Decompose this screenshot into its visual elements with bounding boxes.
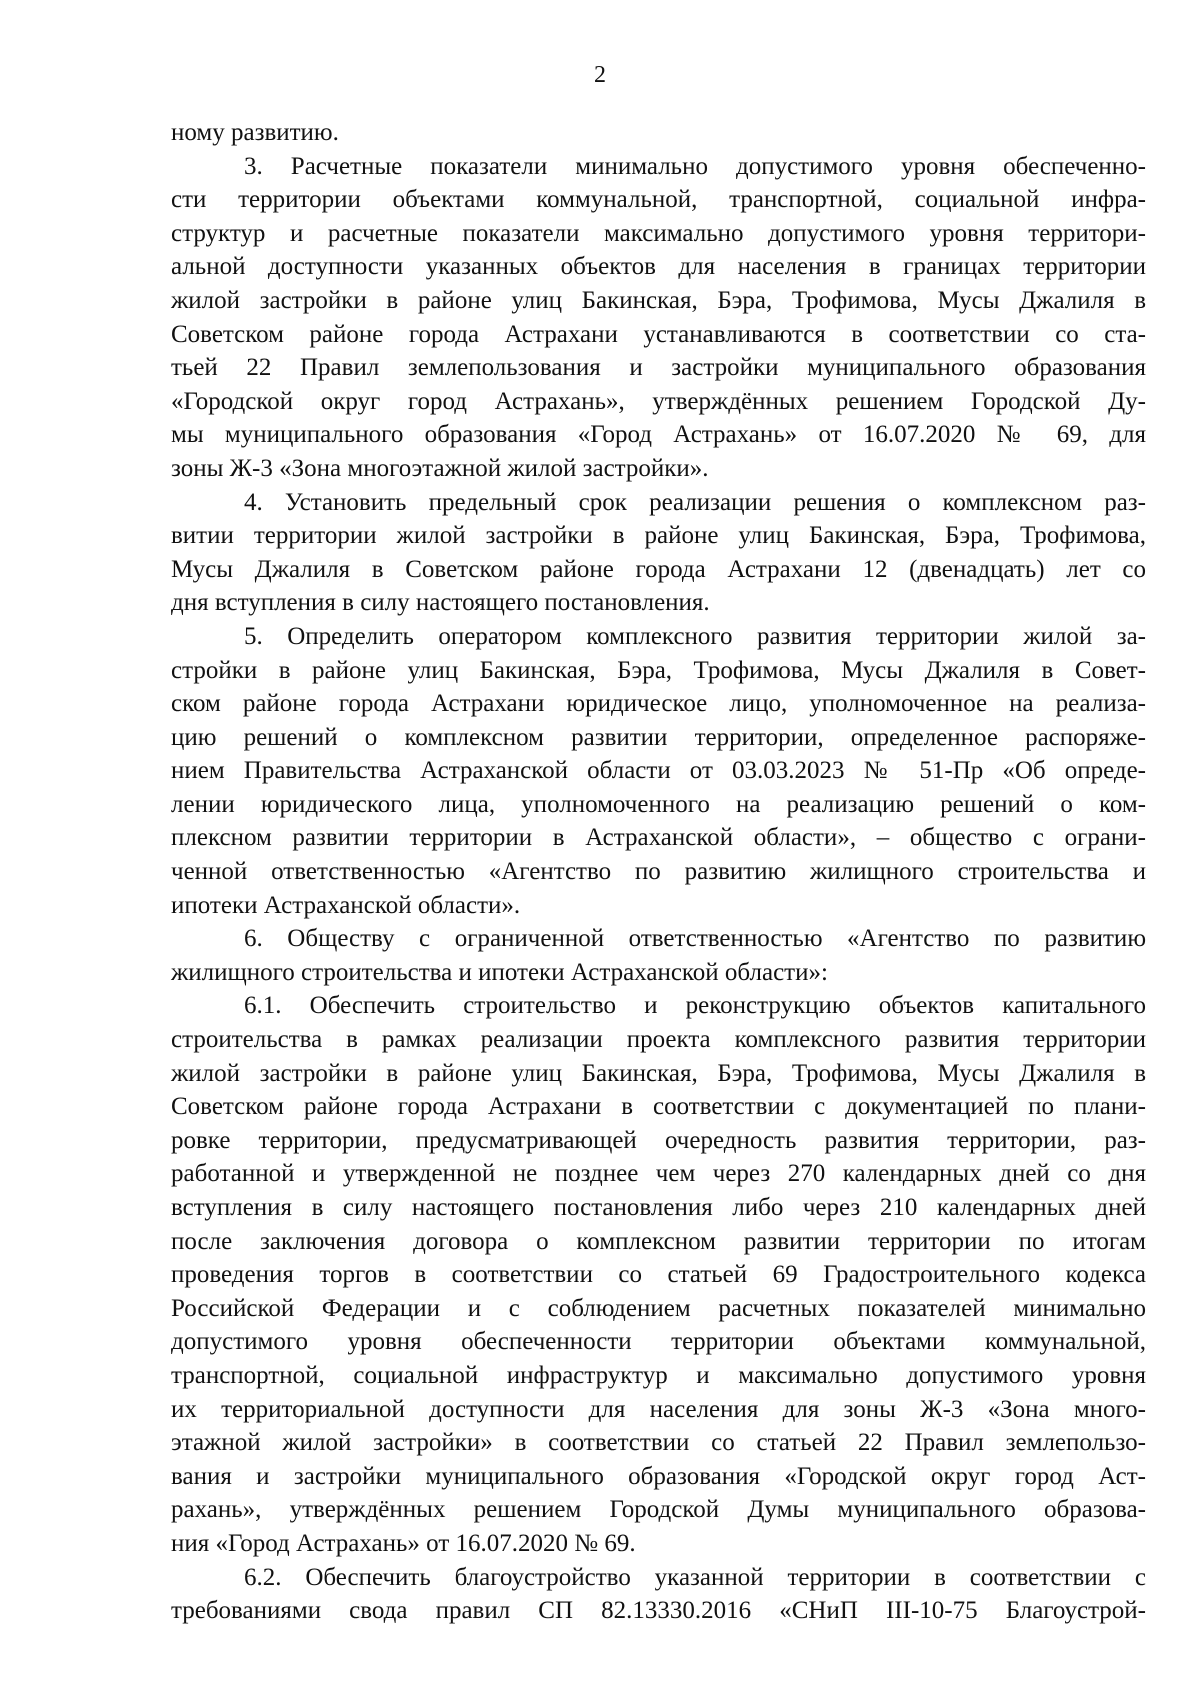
text-line: Российской Федерации и с соблюдением расчетных показателей минимально [171, 1294, 1146, 1322]
text-line: нием Правительства Астраханской области от 03.03.2023 № 51-Пр «Об опреде- [171, 757, 1146, 785]
text-line: 6. Обществу с ограниченной ответственностью «Агентство по развитию [244, 925, 1146, 953]
text-line: 6.2. Обеспечить благоустройство указанной территории в соответствии с [244, 1563, 1146, 1591]
text-line: витии территории жилой застройки в районе улиц Бакинская, Бэра, Трофимова, [171, 522, 1146, 550]
text-line: сти территории объектами коммунальной, транспортной, социальной инфра- [171, 186, 1146, 214]
text-line: 5. Определить оператором комплексного развития территории жилой за- [244, 622, 1146, 650]
text-line: 3. Расчетные показатели минимально допустимого уровня обеспеченно- [244, 152, 1146, 180]
text-line: требованиями свода правил СП 82.13330.2016 «СНиП III-10-75 Благоустрой- [171, 1597, 1146, 1625]
text-line: альной доступности указанных объектов для населения в границах территории [171, 253, 1146, 281]
text-line: вания и застройки муниципального образования «Городской округ город Аст- [171, 1462, 1146, 1490]
text-line: их территориальной доступности для населения для зоны Ж-3 «Зона много- [171, 1395, 1146, 1423]
text-line: работанной и утвержденной не позднее чем через 270 календарных дней со дня [171, 1160, 1146, 1188]
text-line: лении юридического лица, уполномоченного на реализацию решений о ком- [171, 790, 1146, 818]
text-line: проведения торгов в соответствии со статьей 69 Градостроительного кодекса [171, 1261, 1146, 1289]
text-line: транспортной, социальной инфраструктур и максимально допустимого уровня [171, 1361, 1146, 1389]
text-line: 4. Установить предельный срок реализации решения о комплексном раз- [244, 488, 1146, 516]
page-number: 2 [594, 62, 606, 88]
text-line: Советском районе города Астрахани в соответствии с документацией по плани- [171, 1093, 1146, 1121]
text-line: жилой застройки в районе улиц Бакинская, Бэра, Трофимова, Мусы Джалиля в [171, 1059, 1146, 1087]
text-line: Советском районе города Астрахани устанавливаются в соответствии со ста- [171, 320, 1146, 348]
text-line: допустимого уровня обеспеченности территории объектами коммунальной, [171, 1328, 1146, 1356]
text-line: зоны Ж-3 «Зона многоэтажной жилой застройки». [171, 454, 709, 482]
text-line: ровке территории, предусматривающей очередность развития территории, раз- [171, 1126, 1146, 1154]
text-line: ском районе города Астрахани юридическое лицо, уполномоченное на реализа- [171, 690, 1146, 718]
text-line: жилой застройки в районе улиц Бакинская, Бэра, Трофимова, Мусы Джалиля в [171, 286, 1146, 314]
text-line: после заключения договора о комплексном развитии территории по итогам [171, 1227, 1146, 1255]
text-line: рахань», утверждённых решением Городской Думы муниципального образова- [171, 1496, 1146, 1524]
text-line: строительства в рамках реализации проекта комплексного развития территории [171, 1026, 1146, 1054]
text-line: ченной ответственностью «Агентство по развитию жилищного строительства и [171, 858, 1146, 886]
text-line: ному развитию. [171, 119, 339, 146]
text-line: стройки в районе улиц Бакинская, Бэра, Трофимова, Мусы Джалиля в Совет- [171, 656, 1146, 684]
text-line: плексном развитии территории в Астраханской области», – общество с ограни- [171, 824, 1146, 852]
text-line: 6.1. Обеспечить строительство и реконструкцию объектов капитального [244, 992, 1146, 1020]
document-body [171, 116, 1146, 1628]
text-line: ипотеки Астраханской области». [171, 891, 521, 919]
text-line: жилищного строительства и ипотеки Астраханской области»: [171, 958, 828, 986]
text-line: тьей 22 Правил землепользования и застройки муниципального образования [171, 354, 1146, 382]
text-line: Мусы Джалиля в Советском районе города Астрахани 12 (двенадцать) лет со [171, 555, 1146, 583]
text-line: этажной жилой застройки» в соответствии со статьей 22 Правил землепользо- [171, 1429, 1146, 1457]
text-line: «Городской округ город Астрахань», утверждённых решением Городской Ду- [171, 387, 1146, 415]
text-line: ния «Город Астрахань» от 16.07.2020 № 69. [171, 1529, 636, 1557]
text-line: вступления в силу настоящего постановления либо через 210 календарных дней [171, 1194, 1146, 1221]
text-line: цию решений о комплексном развитии территории, определенное распоряже- [171, 723, 1146, 751]
text-line: структур и расчетные показатели максимально допустимого уровня территори- [171, 219, 1146, 247]
text-line: дня вступления в силу настоящего постановления. [171, 589, 710, 617]
text-line: мы муниципального образования «Город Астрахань» от 16.07.2020 № 69, для [171, 421, 1146, 449]
